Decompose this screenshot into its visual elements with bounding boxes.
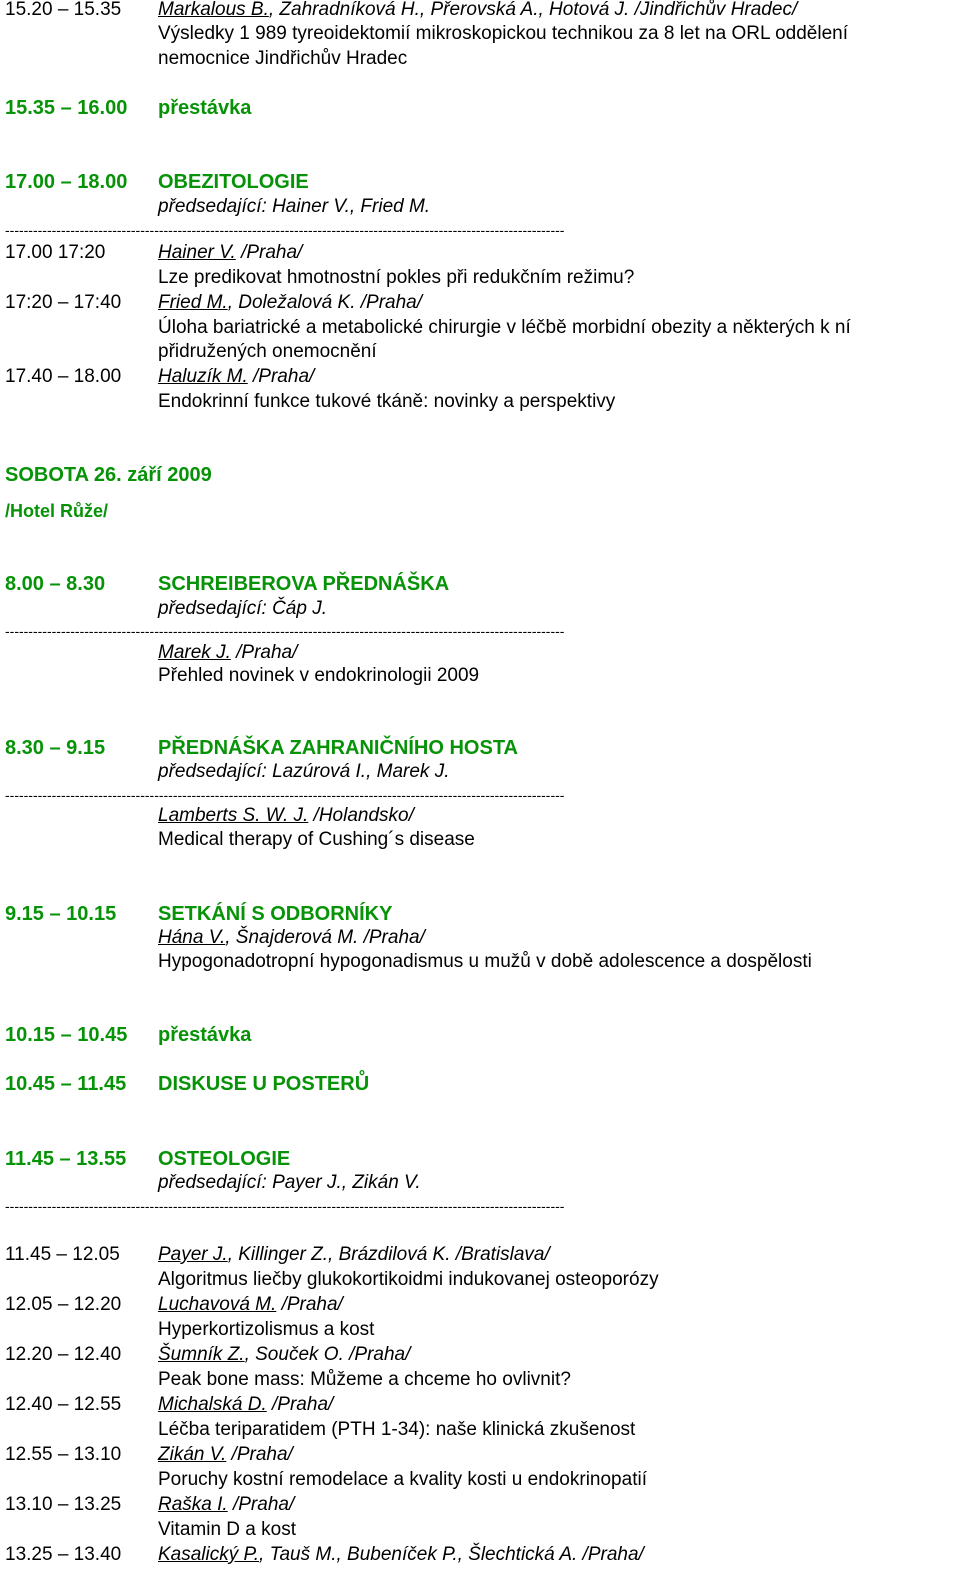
talk-title-row — [0, 1518, 960, 1542]
session-heading: SETKÁNÍ S ODBORNÍKY — [158, 903, 393, 925]
venue-row — [0, 499, 960, 523]
session-heading: OBEZITOLOGIE — [158, 171, 309, 193]
talk-title-row — [0, 1418, 960, 1442]
dashed-separator: ------------------------------------------------------------------------------------------------------------------------ — [5, 623, 565, 639]
session-time: 11.45 – 13.55 — [5, 1148, 127, 1170]
session-row — [0, 1147, 960, 1171]
talk-title: Hyperkortizolismus a kost — [158, 1319, 375, 1340]
session-time: 12.05 – 12.20 — [5, 1294, 122, 1315]
presenting-author: Haluzík M. — [158, 366, 248, 387]
day-heading: SOBOTA 26. září 2009 — [5, 464, 212, 486]
session-time: 11.45 – 12.05 — [5, 1244, 120, 1265]
session-time: 8.00 – 8.30 — [5, 573, 106, 595]
session-chairs: předsedající: Hainer V., Fried M. — [158, 196, 431, 217]
talk-title: Výsledky 1 989 tyreoidektomií mikroskopickou technikou za 8 let na ORL oddělení — [158, 23, 848, 44]
talk-title-row — [0, 1368, 960, 1392]
talk-title-row — [0, 47, 960, 71]
talk-row — [0, 1443, 960, 1467]
separator-line — [0, 1194, 960, 1218]
chairs-row — [0, 760, 960, 784]
session-heading: přestávka — [158, 1024, 252, 1046]
co-authors: , Souček O. /Praha/ — [244, 1344, 411, 1365]
talk-title: Přehled novinek v endokrinologii 2009 — [158, 665, 480, 686]
talk-row — [0, 365, 960, 389]
talk-title-row — [0, 22, 960, 46]
session-row — [0, 170, 960, 194]
session-time: 17.00 17:20 — [5, 242, 106, 263]
presenting-author: Markalous B. — [158, 0, 269, 20]
session-heading: OSTEOLOGIE — [158, 1148, 291, 1170]
talk-title: Vitamin D a kost — [158, 1519, 296, 1540]
talk-row — [0, 291, 960, 315]
session-time: 12.40 – 12.55 — [5, 1394, 122, 1415]
talk-title-row — [0, 1318, 960, 1342]
authors — [158, 365, 314, 389]
session-row — [0, 572, 960, 596]
session-chairs: předsedající: Lazúrová I., Marek J. — [158, 761, 450, 782]
separator-line — [0, 218, 960, 242]
co-authors: /Praha/ — [227, 1494, 295, 1515]
presenting-author: Šumník Z. — [158, 1344, 245, 1365]
authors — [158, 1443, 293, 1467]
co-authors: /Praha/ — [247, 366, 315, 387]
presenting-author: Hainer V. — [158, 242, 236, 263]
day-row — [0, 463, 960, 487]
dashed-separator: ------------------------------------------------------------------------------------------------------------------------ — [5, 787, 565, 803]
co-authors: , Doležalová K. /Praha/ — [227, 292, 423, 313]
authors — [158, 641, 297, 665]
session-time: 13.10 – 13.25 — [5, 1494, 122, 1515]
talk-title: Úloha bariatrické a metabolické chirurgie v léčbě morbidní obezity a některých k ní — [158, 317, 851, 338]
session-time: 17:20 – 17:40 — [5, 292, 122, 313]
co-authors: , Šnajderová M. /Praha/ — [225, 927, 425, 948]
talk-title: nemocnice Jindřichův Hradec — [158, 48, 408, 69]
chairs-row — [0, 195, 960, 219]
presenting-author: Michalská D. — [158, 1394, 267, 1415]
session-row — [0, 736, 960, 760]
talk-title-row — [0, 828, 960, 852]
talk-title: Medical therapy of Cushing´s disease — [158, 829, 475, 850]
break-row — [0, 1023, 960, 1047]
talk-title: přidružených onemocnění — [158, 341, 377, 362]
break-row — [0, 96, 960, 120]
session-row — [0, 1072, 960, 1096]
talk-title: Hypogonadotropní hypogonadismus u mužů v době adolescence a dospělosti — [158, 951, 812, 972]
authors — [158, 1393, 333, 1417]
presenting-author: Raška I. — [158, 1494, 228, 1515]
session-time: 12.20 – 12.40 — [5, 1344, 122, 1365]
presenting-author: Kasalický P. — [158, 1544, 260, 1565]
session-row — [0, 902, 960, 926]
talk-title-row — [0, 950, 960, 974]
session-heading: přestávka — [158, 97, 252, 119]
authors — [158, 804, 414, 828]
talk-row — [0, 1343, 960, 1367]
talk-title-row — [0, 266, 960, 290]
talk-title: Léčba teriparatidem (PTH 1-34): naše klinická zkušenost — [158, 1419, 636, 1440]
session-heading: PŘEDNÁŠKA ZAHRANIČNÍHO HOSTA — [158, 737, 518, 759]
authors — [158, 926, 425, 950]
presenting-author: Luchavová M. — [158, 1294, 277, 1315]
chairs-row — [0, 597, 960, 621]
session-time: 15.35 – 16.00 — [5, 97, 128, 119]
co-authors: , Killinger Z., Brázdilová K. /Bratislava/ — [227, 1244, 550, 1265]
presenting-author: Zikán V. — [158, 1444, 227, 1465]
co-authors: /Praha/ — [235, 242, 303, 263]
talk-title: Peak bone mass: Můžeme a chceme ho ovlivnit? — [158, 1369, 571, 1390]
session-time: 12.55 – 13.10 — [5, 1444, 122, 1465]
talk-title-row — [0, 340, 960, 364]
presenting-author: Fried M. — [158, 292, 228, 313]
session-time: 17.40 – 18.00 — [5, 366, 122, 387]
session-time: 10.15 – 10.45 — [5, 1024, 128, 1046]
authors — [158, 1243, 550, 1267]
presenting-author: Payer J. — [158, 1244, 228, 1265]
talk-title-row — [0, 664, 960, 688]
co-authors: /Praha/ — [230, 642, 298, 663]
session-time: 13.25 – 13.40 — [5, 1544, 122, 1565]
authors — [158, 1543, 644, 1567]
separator-line — [0, 619, 960, 643]
talk-row — [0, 804, 960, 828]
talk-title: Poruchy kostní remodelace a kvality kosti u endokrinopatií — [158, 1469, 647, 1490]
talk-row — [0, 1493, 960, 1517]
talk-title-row — [0, 390, 960, 414]
talk-row — [0, 241, 960, 265]
presenting-author: Lamberts S. W. J. — [158, 805, 309, 826]
co-authors: /Holandsko/ — [308, 805, 414, 826]
authors — [158, 291, 422, 315]
session-chairs: předsedající: Čáp J. — [158, 598, 327, 619]
co-authors: /Praha/ — [226, 1444, 293, 1465]
presenting-author: Hána V. — [158, 927, 226, 948]
dashed-separator: ------------------------------------------------------------------------------------------------------------------------ — [5, 1198, 565, 1214]
chairs-row — [0, 1171, 960, 1195]
talk-row — [0, 1393, 960, 1417]
session-time: 9.15 – 10.15 — [5, 903, 117, 925]
talk-row — [0, 926, 960, 950]
talk-title: Algoritmus liečby glukokortikoidmi indukovanej osteoporózy — [158, 1269, 659, 1290]
talk-row — [0, 1243, 960, 1267]
authors — [158, 0, 797, 22]
talk-row — [0, 0, 960, 22]
talk-row — [0, 641, 960, 665]
authors — [158, 241, 302, 265]
authors — [158, 1493, 294, 1517]
co-authors: , Zahradníková H., Přerovská A., Hotová J. /Jindřichův Hradec/ — [268, 0, 798, 20]
session-heading: SCHREIBEROVA PŘEDNÁŠKA — [158, 573, 450, 595]
talk-title-row — [0, 1468, 960, 1492]
venue-heading: /Hotel Růže/ — [5, 501, 109, 521]
talk-row — [0, 1293, 960, 1317]
talk-title-row — [0, 316, 960, 340]
talk-title: Lze predikovat hmotnostní pokles při redukčním režimu? — [158, 267, 635, 288]
session-chairs: předsedající: Payer J., Zikán V. — [158, 1172, 421, 1193]
session-time: 10.45 – 11.45 — [5, 1073, 127, 1095]
session-time: 17.00 – 18.00 — [5, 171, 128, 193]
talk-row — [0, 1543, 960, 1567]
talk-title: Endokrinní funkce tukové tkáně: novinky a perspektivy — [158, 391, 616, 412]
authors — [158, 1293, 343, 1317]
co-authors: , Tauš M., Bubeníček P., Šlechtická A. /Praha/ — [259, 1544, 644, 1565]
dashed-separator: ------------------------------------------------------------------------------------------------------------------------ — [5, 222, 565, 238]
session-heading: DISKUSE U POSTERŮ — [158, 1073, 370, 1095]
talk-title-row — [0, 1268, 960, 1292]
authors — [158, 1343, 410, 1367]
co-authors: /Praha/ — [266, 1394, 334, 1415]
co-authors: /Praha/ — [276, 1294, 343, 1315]
presenting-author: Marek J. — [158, 642, 231, 663]
session-time: 8.30 – 9.15 — [5, 737, 106, 759]
session-time: 15.20 – 15.35 — [5, 0, 122, 20]
